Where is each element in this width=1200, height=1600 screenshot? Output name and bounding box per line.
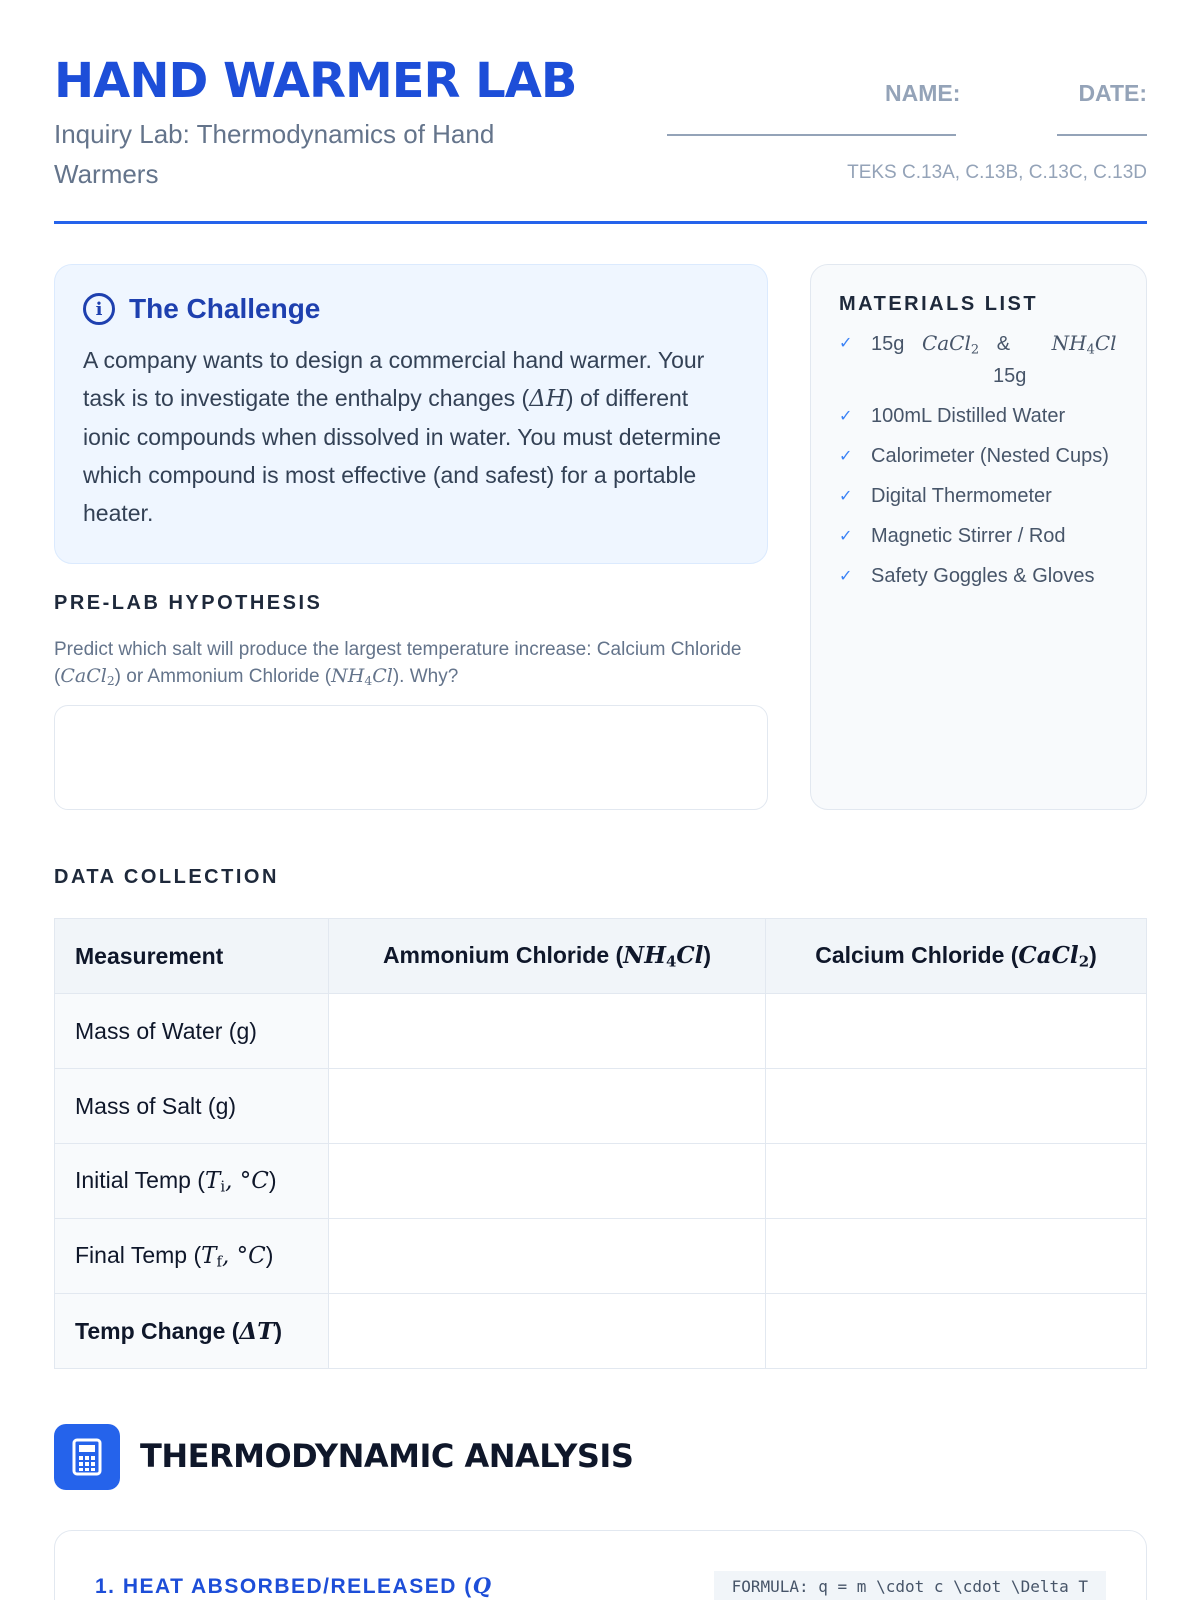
check-icon: ✓ — [839, 335, 853, 352]
list-item: ✓ Magnetic Stirrer / Rod — [839, 523, 1118, 550]
data-cell[interactable] — [329, 1294, 766, 1369]
data-cell[interactable] — [329, 1069, 766, 1144]
check-icon: ✓ — [839, 448, 853, 466]
materials-panel — [810, 264, 1147, 810]
data-cell[interactable] — [766, 1069, 1147, 1144]
table-row — [55, 1069, 1147, 1144]
calculator-icon — [54, 1424, 120, 1490]
col-calcium-chloride: Calcium Chloride (CaCl$_2$) — [766, 919, 1147, 994]
list-item: ✓ 100mL Distilled Water — [839, 403, 1118, 430]
formula-badge: FORMULA: q = m \cdot c \cdot \Delta T — [714, 1571, 1106, 1600]
data-cell[interactable] — [766, 1219, 1147, 1294]
hypothesis-prompt: Predict which salt will produce the largest temperature increase: Calcium Chloride (CaCl$_2$) or Ammonium Chloride $(NH_4Cl)$. Why? — [54, 639, 742, 689]
table-row — [55, 1294, 1147, 1369]
row-label: Final Temp ($T_f$, °C) — [55, 1219, 329, 1294]
name-line[interactable] — [667, 134, 956, 136]
page-title: HAND WARMER LAB — [54, 53, 577, 109]
date-label: DATE: — [1078, 80, 1147, 106]
row-label: Mass of Salt (g) — [55, 1069, 329, 1144]
table-row — [55, 1219, 1147, 1294]
data-cell[interactable] — [766, 994, 1147, 1069]
check-icon: ✓ — [839, 568, 853, 586]
data-cell[interactable] — [329, 994, 766, 1069]
table-row — [55, 1144, 1147, 1219]
list-item: ✓ 15g CaCl$_2$ & $NH_4Cl$ 15g — [839, 330, 1118, 390]
materials-list — [839, 330, 1118, 590]
data-collection-label: DATA COLLECTION — [54, 866, 279, 888]
data-cell[interactable] — [329, 1219, 766, 1294]
data-table — [54, 918, 1147, 1369]
list-item: ✓ Calorimeter (Nested Cups) — [839, 443, 1118, 470]
row-label: Initial Temp ($T_i$, °C) — [55, 1144, 329, 1219]
check-icon: ✓ — [839, 408, 853, 426]
table-row — [55, 994, 1147, 1069]
list-item: ✓ Digital Thermometer — [839, 483, 1118, 510]
name-label: NAME: — [885, 80, 961, 106]
challenge-title: The Challenge — [129, 293, 321, 324]
col-measurement: Measurement — [55, 919, 329, 994]
enthalpy-symbol: ΔH — [529, 386, 566, 412]
challenge-panel — [54, 264, 768, 564]
data-cell[interactable] — [766, 1294, 1147, 1369]
row-label: Mass of Water (g) — [55, 994, 329, 1069]
page-header — [54, 52, 1147, 224]
analysis-card — [54, 1530, 1147, 1600]
analysis-title: THERMODYNAMIC ANALYSIS — [140, 1437, 634, 1475]
materials-label: MATERIALS LIST — [839, 293, 1039, 315]
list-item: ✓ Safety Goggles & Gloves — [839, 563, 1118, 590]
data-cell[interactable] — [329, 1144, 766, 1219]
col-ammonium-chloride: Ammonium Chloride $(NH_4Cl)$ — [329, 919, 766, 994]
data-cell[interactable] — [766, 1144, 1147, 1219]
page-subtitle: Inquiry Lab: Thermodynamics of Hand Warmers — [54, 119, 495, 189]
date-line[interactable] — [1057, 134, 1147, 136]
hypothesis-answer-field[interactable] — [54, 705, 768, 810]
hypothesis-label: PRE-LAB HYPOTHESIS — [54, 592, 323, 614]
student-meta — [667, 70, 1147, 190]
info-icon: i — [83, 293, 115, 325]
step-1-title: 1. HEAT ABSORBED/RELEASED (Q — [95, 1573, 493, 1598]
check-icon: ✓ — [839, 528, 853, 546]
teks-standards: TEKS C.13A, C.13B, C.13C, C.13D — [847, 162, 1147, 183]
row-label: Temp Change (ΔT) — [55, 1294, 329, 1369]
check-icon: ✓ — [839, 488, 853, 506]
table-header-row — [55, 919, 1147, 994]
challenge-description: A company wants to design a commercial hand warmer. Your task is to investigate the enthalpy changes (ΔH) of different ionic compounds when dissolved in water. You must determine which compound is most effective (and safest) for a portable heater. — [83, 347, 721, 526]
